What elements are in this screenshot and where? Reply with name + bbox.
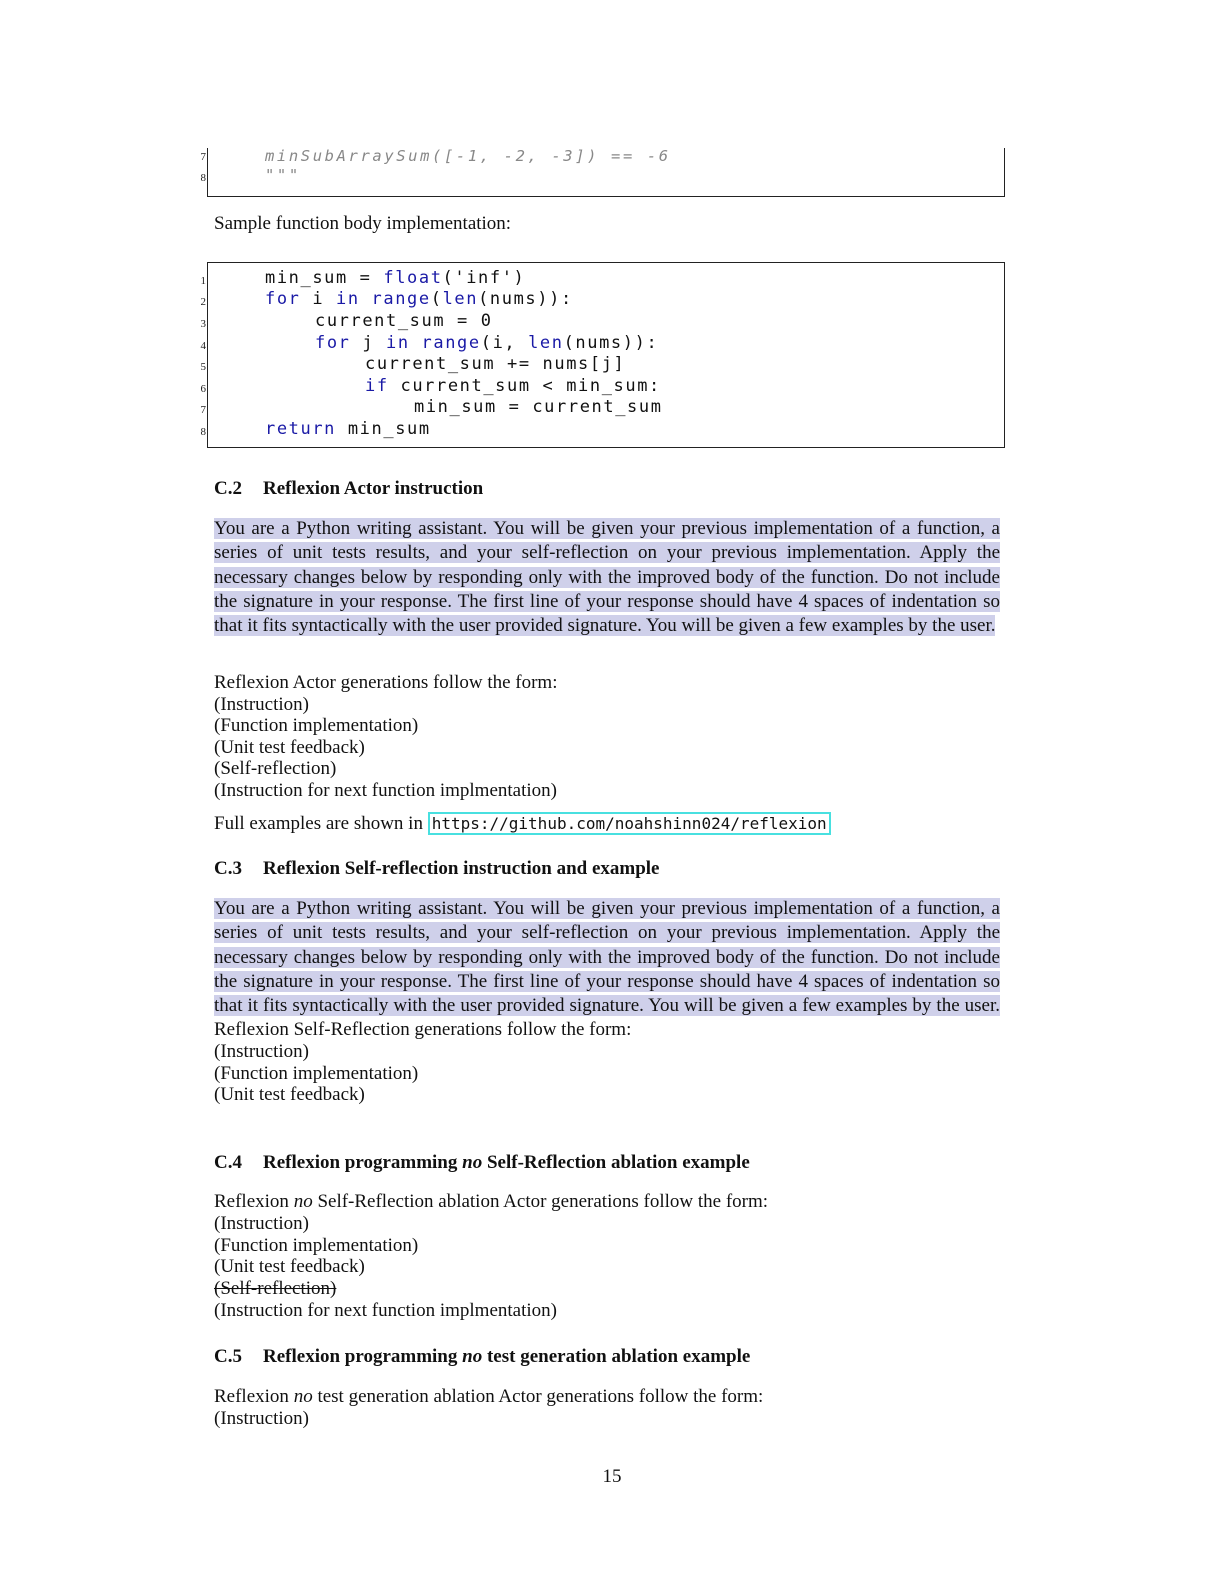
form-item: (Function implementation) bbox=[214, 715, 419, 736]
section-heading-c5: C.5 Reflexion programming no test generation ablation example bbox=[214, 1346, 751, 1367]
actor-instruction-highlight: You are a Python writing assistant. You will be given your previous implementation of a function, a series of unit tests results, and your self-reflection on your previous implementation. Apply the necessary changes below by responding only with the improved body of the function. Do not include the signature in your response. The first line of your response should have 4 spaces of indentation so that it fits syntactically with the user provided signature. You will be given a few examples by the user. bbox=[214, 518, 1000, 637]
form-item: (Instruction) bbox=[214, 1041, 309, 1062]
line-number: 2 bbox=[200, 296, 206, 308]
line-number: 8 bbox=[200, 426, 206, 438]
self-reflection-instruction-highlight: You are a Python writing assistant. You will be given your previous implementation of a function, a series of unit tests results, and your self-reflection on your previous implementation. Apply the necessary changes below by responding only with the improved body of the function. Do not include the signature in your response. The first line of your response should have 4 spaces of indentation so that it fits syntactically with the user provided signature. You will be given a few examples by the user. Reflexion Self-Reflection generations follow the form: bbox=[214, 898, 1000, 1041]
form-item: (Instruction) bbox=[214, 1408, 309, 1429]
sample-label: Sample function body implementation: bbox=[214, 213, 512, 234]
form-item: (Instruction for next function implmentation) bbox=[214, 1300, 557, 1321]
section-heading-c3: C.3 Reflexion Self-reflection instruction and example bbox=[214, 858, 660, 879]
section-heading-c2: C.2 Reflexion Actor instruction bbox=[214, 478, 484, 499]
code-line: for i in range(len(nums)): bbox=[265, 289, 573, 309]
line-number: 4 bbox=[200, 340, 206, 352]
section-heading-c4: C.4 Reflexion programming no Self-Reflection ablation example bbox=[214, 1152, 750, 1173]
line-number: 7 bbox=[200, 151, 206, 163]
form-item: (Function implementation) bbox=[214, 1235, 419, 1256]
code-line: min_sum = float('inf') bbox=[265, 268, 526, 288]
code-line: current_sum = 0 bbox=[315, 311, 493, 331]
code-line: minSubArraySum([-1, -2, -3]) == -6 bbox=[265, 147, 671, 165]
form-item: (Instruction) bbox=[214, 694, 309, 715]
no-test-generation-intro: Reflexion no test generation ablation Actor generations follow the form: bbox=[214, 1386, 764, 1407]
code-line: """ bbox=[265, 166, 301, 184]
line-number: 6 bbox=[200, 383, 206, 395]
full-examples-line: Full examples are shown in https://github.com/noahshinn024/reflexion bbox=[214, 813, 831, 835]
form-item: (Unit test feedback) bbox=[214, 1256, 365, 1277]
line-number: 7 bbox=[200, 404, 206, 416]
page-number: 15 bbox=[602, 1466, 622, 1487]
code-block-implementation bbox=[200, 262, 1005, 448]
form-item: (Instruction for next function implmentation) bbox=[214, 780, 557, 801]
github-link[interactable]: https://github.com/noahshinn024/reflexion bbox=[428, 812, 831, 835]
code-line: if current_sum < min_sum: bbox=[365, 376, 661, 396]
code-block-continuation bbox=[200, 147, 1005, 197]
self-reflection-form-intro: Reflexion Self-Reflection generations follow the form: bbox=[214, 1019, 632, 1041]
code-line: return min_sum bbox=[265, 419, 431, 439]
no-reflection-intro: Reflexion no Self-Reflection ablation Actor generations follow the form: bbox=[214, 1191, 769, 1212]
actor-form-intro: Reflexion Actor generations follow the form: bbox=[214, 672, 558, 693]
code-line: current_sum += nums[j] bbox=[365, 354, 626, 374]
line-number: 3 bbox=[200, 318, 206, 330]
form-item: (Function implementation) bbox=[214, 1063, 419, 1084]
code-line: for j in range(i, len(nums)): bbox=[315, 333, 659, 353]
code-line: min_sum = current_sum bbox=[414, 397, 663, 417]
form-item-struck: (Self-reflection) bbox=[214, 1278, 337, 1299]
line-number: 8 bbox=[200, 172, 206, 184]
form-item: (Instruction) bbox=[214, 1213, 309, 1234]
form-item: (Unit test feedback) bbox=[214, 1084, 365, 1105]
form-item: (Unit test feedback) bbox=[214, 737, 365, 758]
form-item: (Self-reflection) bbox=[214, 758, 337, 779]
line-number: 1 bbox=[200, 275, 206, 287]
line-number: 5 bbox=[200, 361, 206, 373]
